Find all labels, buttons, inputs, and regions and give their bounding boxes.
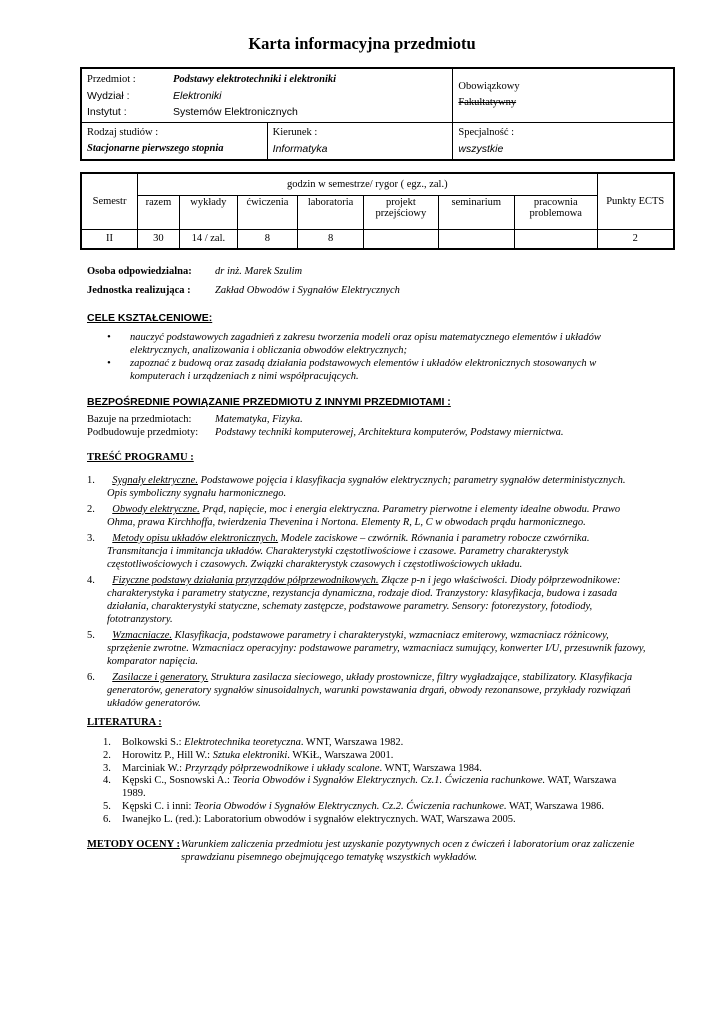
- item-number: 3.: [87, 533, 95, 544]
- lit-rest: WAT, Warszawa 1986.: [506, 800, 605, 812]
- lit-rest: . WNT, Warszawa 1982.: [300, 737, 404, 748]
- przedmiot-label: Przedmiot :: [87, 74, 136, 85]
- item-number: 6.: [87, 672, 95, 683]
- podbudowuje-value: Podstawy techniki komputerowej, Architektura komputerów, Podstawy miernictwa.: [215, 427, 564, 438]
- list-item: [87, 357, 647, 383]
- rodzaj-label: Rodzaj studiów :: [87, 127, 159, 138]
- goal-text: nauczyć podstawowych zagadnień z zakresu tworzenia modeli oraz opisu matematycznego elementów i układów elektrycznych, analizowania i obliczania obwodów elektrycznych;: [130, 332, 601, 356]
- goal-text: zapoznać z budową oraz zasadą działania podstawowych elementów i układów elektronicznych stosowanych w komputerach i urządzeniach z nimi współpracujących.: [130, 358, 597, 382]
- item-number: 2.: [87, 504, 95, 515]
- lit-title: Sztuka elektroniki: [212, 749, 288, 761]
- list-item: [87, 532, 647, 571]
- program-list: [87, 474, 647, 713]
- lit-title: Elektrotechnika teoretyczna: [184, 737, 301, 748]
- cele-list: [87, 331, 647, 383]
- rodzaj-cell: [81, 123, 267, 161]
- lit-author: Kępski C., Sosnowski A.:: [122, 775, 233, 787]
- list-item: [103, 814, 633, 827]
- list-item: [87, 629, 647, 668]
- przedmiot-value: Podstawy elektrotechniki i elektroniki: [173, 74, 337, 85]
- list-item: [103, 801, 633, 814]
- list-item: [87, 671, 647, 710]
- topic-title: Wzmacniacze.: [112, 630, 173, 641]
- topic-text: Podstawowe pojęcia i klasyfikacja sygnałów elektrycznych; parametry sygnałów deterministycznych. Opis symboliczny sygnału harmonicznego.: [107, 475, 626, 499]
- specjalnosc-cell: [453, 123, 674, 161]
- semestr-value: II: [81, 229, 138, 249]
- item-number: 5.: [87, 630, 95, 641]
- hours-value: [514, 229, 597, 249]
- hours-table: [80, 172, 675, 250]
- topic-title: Fizyczne podstawy działania przyrządów półprzewodnikowych.: [112, 575, 379, 586]
- course-info-table: [80, 67, 675, 161]
- lit-title: Przyrządy półprzewodnikowe i układy scalone: [184, 762, 380, 774]
- topic-text: Prąd, napięcie, moc i energia elektryczna. Parametry pierwotne i elementy idealne obwodu. Prawo Ohma, prawa Kirchhoffa, twierdzenia Thevenina i Nortona. Elementy R, L, C w obwodach prądu harmonicznego.: [107, 504, 621, 528]
- item-number: 3.: [103, 762, 111, 774]
- instytut-value: Systemów Elektronicznych: [173, 106, 298, 118]
- topic-text: Klasyfikacja, podstawowe parametry i charakterystyki, wzmacniacz emiterowy, wzmacniacz różnicowy, sprzężenie zwrotne. Wzmacniacz operacyjny: podstawowe parametry, wzmacniacz sumujący, konwerter I/U, przesuwnik fazowy, komparator napięcia.: [107, 630, 646, 667]
- hours-value: [438, 229, 514, 249]
- ects-header: Punkty ECTS: [597, 173, 674, 229]
- metody-header: METODY OCENY :: [87, 839, 180, 850]
- course-info-cell: [81, 68, 453, 123]
- type-cell: [453, 68, 674, 123]
- list-item: [103, 763, 633, 776]
- topic-title: Metody opisu układów elektronicznych.: [112, 533, 279, 544]
- topic-title: Obwody elektryczne.: [112, 504, 200, 515]
- col-header: laboratoria: [297, 195, 363, 229]
- specjalnosc-value: wszystkie: [458, 143, 504, 155]
- jednostka-row: [87, 285, 400, 296]
- podbudowuje-label: Podbudowuje przedmioty:: [87, 427, 199, 438]
- lit-title: Teoria Obwodów i Sygnałów Elektrycznych. Cz.1. Ćwiczenia rachunkowe.: [232, 775, 546, 787]
- hours-group-header: godzin w semestrze/ rygor ( egz., zal.): [138, 173, 597, 195]
- hours-value: 30: [138, 229, 180, 249]
- osoba-label: Osoba odpowiedzialna:: [87, 266, 192, 277]
- lit-author: Horowitz P., Hill W.:: [122, 749, 213, 761]
- col-header: razem: [138, 195, 180, 229]
- specjalnosc-label: Specjalność :: [458, 127, 515, 138]
- bazuje-value: Matematyka, Fizyka.: [215, 414, 303, 425]
- lit-author: Iwanejko L. (red.):: [122, 813, 204, 825]
- obowiazkowy-text: Obowiązkowy: [458, 81, 520, 92]
- lit-rest: . WKiŁ, Warszawa 2001.: [287, 749, 394, 761]
- item-number: 1.: [87, 475, 95, 486]
- literatura-header: LITERATURA :: [87, 717, 162, 728]
- list-item: [87, 574, 647, 626]
- bazuje-label: Bazuje na przedmiotach:: [87, 414, 192, 425]
- jednostka-value: Zakład Obwodów i Sygnałów Elektrycznych: [215, 285, 400, 296]
- bullet-icon: •: [107, 358, 111, 369]
- hours-value: [364, 229, 438, 249]
- semestr-header: Semestr: [81, 173, 138, 229]
- page-title: Karta informacyjna przedmiotu: [248, 34, 476, 53]
- item-number: 4.: [87, 575, 95, 586]
- powiazania-header: BEZPOŚREDNIE POWIĄZANIE PRZEDMIOTU Z INNYMI PRZEDMIOTAMI :: [87, 396, 451, 408]
- lit-rest: WAT, Warszawa 1989.: [122, 775, 617, 800]
- list-item: [87, 474, 647, 500]
- col-header: projekt przejściowy: [364, 195, 438, 229]
- col-header: pracownia problemowa: [514, 195, 597, 229]
- hours-value: 8: [237, 229, 297, 249]
- hours-value: 8: [297, 229, 363, 249]
- instytut-label: Instytut :: [87, 106, 127, 118]
- hours-value: 14 / zal.: [179, 229, 237, 249]
- item-number: 6.: [103, 813, 111, 825]
- col-header: ćwiczenia: [237, 195, 297, 229]
- topic-text: Struktura zasilacza sieciowego, układy prostownicze, filtry wygładzające, stabilizatory. Klasyfikacja generatorów, generatory sygnałów sinusoidalnych, warunki powstawania drgań, obwody rezonansowe, przykłady rozwiązań układów generatorów.: [107, 672, 633, 709]
- list-item: [103, 775, 633, 801]
- lit-author: Kępski C. i inni:: [122, 800, 195, 812]
- kierunek-value: Informatyka: [272, 143, 328, 155]
- metody-text: Warunkiem zaliczenia przedmiotu jest uzyskanie pozytywnych ocen z ćwiczeń i laboratorium oraz zaliczenie sprawdzianu pisemnego obejmującego tematykę wszystkich wykładów.: [181, 839, 635, 863]
- ects-value: 2: [597, 229, 674, 249]
- kierunek-label: Kierunek :: [272, 127, 318, 138]
- item-number: 2.: [103, 749, 111, 761]
- topic-title: Sygnały elektryczne.: [112, 475, 198, 486]
- list-item: [87, 503, 647, 529]
- topic-text: Złącze p-n i jego właściwości. Diody półprzewodnikowe: charakterystyka i parametry statyczne, rezystancja dynamiczna, rodzaje diod. Tranzystory: klasyfikacja, budowa i zasada działania, charakterystyki statyczne, schematy zastępcze, podstawowe parametry. Sensory: fotorezystory, fotodiody, fototranzystory.: [107, 575, 621, 625]
- metody-row: [87, 838, 647, 864]
- list-item: [87, 331, 647, 357]
- wydzial-value: Elektroniki: [173, 90, 222, 102]
- topic-title: Zasilacze i generatory.: [112, 672, 209, 683]
- lit-author: Marciniak W.:: [122, 762, 185, 774]
- rodzaj-value: Stacjonarne pierwszego stopnia: [87, 143, 224, 154]
- item-number: 5.: [103, 800, 111, 812]
- lit-author: Bolkowski S.:: [122, 737, 185, 748]
- fakultatywny-text: Fakultatywny: [458, 97, 517, 108]
- tresc-header: TREŚĆ PROGRAMU :: [87, 452, 194, 463]
- list-item: [103, 750, 633, 763]
- list-item: [103, 737, 633, 750]
- kierunek-cell: [267, 123, 453, 161]
- bazuje-row: [87, 414, 303, 425]
- item-number: 1.: [103, 737, 111, 748]
- lit-title: Teoria Obwodów i Sygnałów Elektrycznych. Cz.2. Ćwiczenia rachunkowe.: [194, 800, 507, 812]
- literature-list: [103, 737, 633, 827]
- lit-rest: Laboratorium obwodów i sygnałów elektrycznych. WAT, Warszawa 2005.: [203, 813, 516, 825]
- topic-text: Modele zaciskowe – czwórnik. Równania i parametry robocze czwórnika. Transmitancja i immitancja układów. Charakterystyki częstotliwościowe i czasowe. Parametry charakterystyk częstotliwościowych i czasowych. Związki charakterystyk czasowych i częstotliwościowych układu.: [107, 533, 590, 570]
- osoba-value: dr inż. Marek Szulim: [215, 266, 303, 277]
- col-header: wykłady: [179, 195, 237, 229]
- wydzial-label: Wydział :: [87, 90, 130, 102]
- cele-header: CELE KSZTAŁCENIOWE:: [87, 312, 213, 324]
- col-header: seminarium: [438, 195, 514, 229]
- podbudowuje-row: [87, 427, 563, 438]
- bullet-icon: •: [107, 332, 111, 343]
- item-number: 4.: [103, 775, 111, 787]
- lit-rest: . WNT, Warszawa 1984.: [379, 762, 482, 774]
- jednostka-label: Jednostka realizująca :: [87, 285, 191, 296]
- osoba-row: [87, 266, 302, 277]
